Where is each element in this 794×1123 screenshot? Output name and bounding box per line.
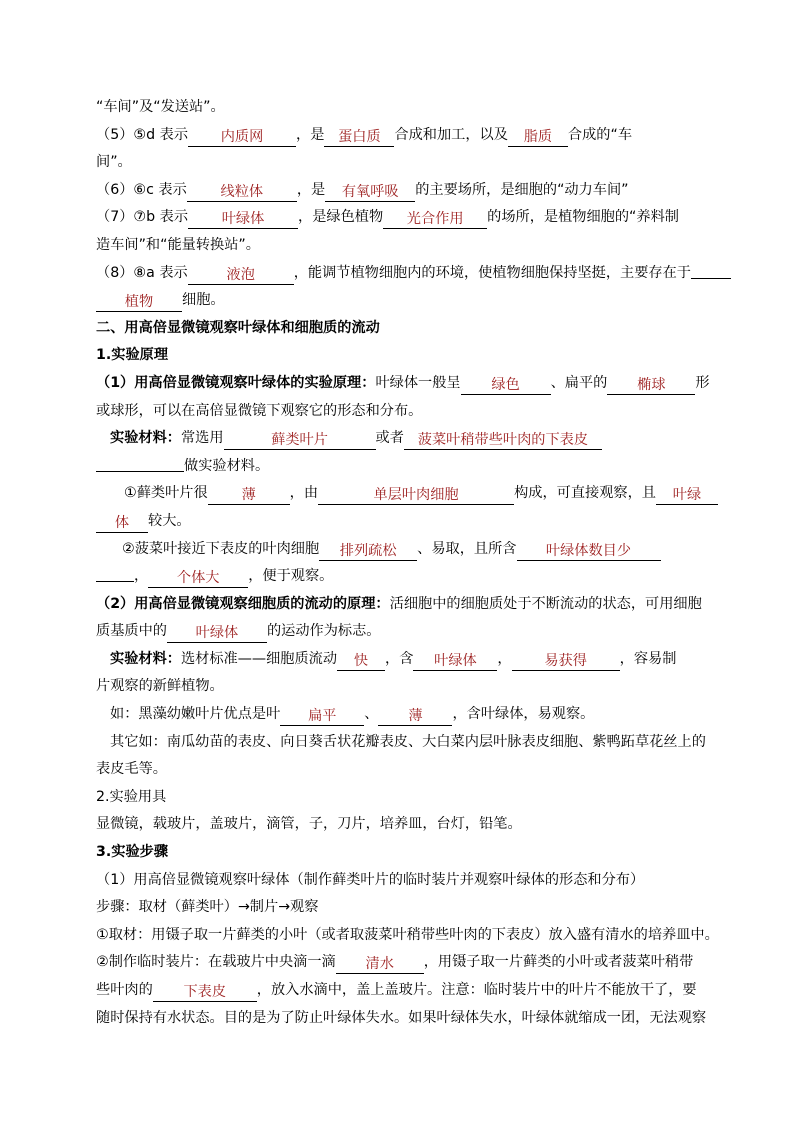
text-line-l10 [96, 342, 708, 370]
fill-blank [96, 514, 148, 533]
text-run: ，是 [296, 126, 325, 143]
fill-blank [404, 431, 602, 450]
text-run: （2）用高倍显微镜观察细胞质的流动的原理： [96, 595, 390, 612]
text-run: 造车间”和“能量转换站”。 [96, 236, 260, 253]
fill-blank [517, 542, 661, 561]
blank-answer: 体 [114, 514, 130, 531]
fill-blank [607, 376, 695, 395]
text-run: 细胞。 [182, 292, 225, 309]
blank-answer: 薄 [241, 487, 256, 504]
text-line-l27 [96, 811, 708, 839]
text-run: ，含 [385, 650, 414, 667]
text-run: 2.实验用具 [96, 788, 167, 805]
document-body [96, 94, 719, 1032]
text-line-l13 [96, 425, 708, 453]
text-line-l06 [96, 232, 708, 260]
fill-blank [508, 128, 568, 147]
text-run: （6）⑥c 表示 [96, 181, 187, 198]
fill-blank [324, 128, 394, 147]
blank-answer: 藓类叶片 [271, 432, 328, 449]
blank-answer: 光合作用 [406, 211, 464, 228]
text-line-l30 [96, 894, 708, 922]
text-run: 的主要场所，是细胞的“动力车间” [415, 181, 629, 198]
fill-blank [337, 652, 385, 671]
text-run: 叶绿体一般呈 [375, 374, 461, 391]
text-line-l12 [96, 398, 708, 426]
blank-answer: 内质网 [220, 128, 264, 145]
text-run: ，能调节植物细胞内的环境，使植物细胞保持坚挺，主要存在于 [293, 264, 691, 281]
text-run: 常选用 [180, 430, 224, 447]
text-run: 其它如：南瓜幼苗的表皮、向日葵舌状花瓣表皮、大白菜内层叶脉表皮细胞、紫鸭跖草花丝上的 [110, 733, 706, 750]
fill-blank [148, 569, 248, 588]
blank-answer: 叶绿体 [434, 652, 477, 669]
text-run: 表皮毛等。 [96, 761, 167, 778]
fill-blank [318, 486, 514, 505]
text-run: 步骤：取材（藓类叶）→制片→观察 [96, 899, 319, 916]
text-run: 实验材料： [110, 430, 181, 447]
text-line-l24 [96, 729, 708, 757]
blank-answer: 叶绿体 [195, 625, 239, 642]
fill-blank [280, 707, 364, 726]
text-run: ①藓类叶片很 [124, 485, 208, 502]
text-line-l21 [96, 646, 708, 674]
blank-answer: 易获得 [544, 652, 587, 669]
text-run: 形 [695, 374, 710, 391]
text-run: 较大。 [148, 512, 191, 529]
text-run: ， [497, 650, 512, 667]
text-run: 如：黑藻幼嫩叶片优点是叶 [110, 706, 281, 723]
text-run: 随时保持有水状态。目的是为了防止叶绿体失水。如果叶绿体失水，叶绿体就缩成一团，无法观察 [96, 1009, 707, 1026]
text-line-l28 [96, 839, 708, 867]
text-run: 活细胞中的细胞质处于不断流动的状态，可用细胞 [389, 595, 702, 612]
text-line-l09 [96, 315, 708, 343]
blank-answer: 绿色 [491, 376, 520, 393]
text-line-l26 [96, 784, 708, 812]
text-line-l05 [96, 204, 708, 232]
text-line-l17 [96, 536, 708, 564]
text-line-l04 [96, 177, 708, 205]
text-line-l34 [96, 1005, 708, 1033]
blank-answer: 植物 [124, 294, 154, 311]
blank-answer: 蛋白质 [338, 128, 381, 145]
text-run: 、 [364, 706, 379, 723]
text-line-l33 [96, 977, 708, 1005]
text-run: 二、用高倍显微镜观察叶绿体和细胞质的流动 [96, 319, 380, 336]
text-run: 构成，可直接观察，且 [514, 485, 656, 502]
text-run: ，容易制 [619, 650, 677, 667]
blank-answer: 单层叶肉细胞 [373, 487, 459, 504]
text-run: （1）用高倍显微镜观察叶绿体的实验原理： [96, 374, 376, 391]
text-run: 片观察的新鲜植物。 [96, 678, 224, 695]
blank-answer: 脂质 [523, 128, 553, 145]
blank-answer: 薄 [408, 708, 423, 725]
fill-blank [96, 453, 184, 472]
text-run: 的场所，是植物细胞的“养料制 [487, 209, 679, 226]
text-line-l29 [96, 867, 708, 895]
text-run: 合成和加工，以及 [394, 126, 508, 143]
text-run: ，放入水滴中，盖上盖玻片。注意：临时装片中的叶片不能放干了，要 [256, 982, 697, 998]
fill-blank [512, 652, 620, 671]
fill-blank [96, 293, 182, 312]
text-line-l01 [96, 94, 708, 122]
blank-answer: 排列疏松 [339, 542, 397, 559]
fill-blank [188, 210, 298, 229]
fill-blank [188, 128, 296, 147]
blank-answer: 有氧呼吸 [341, 183, 399, 200]
text-run: 3.实验步骤 [96, 844, 169, 861]
blank-answer: 叶绿 [672, 487, 702, 504]
text-line-l32 [96, 949, 708, 977]
fill-blank [461, 376, 551, 395]
text-line-l23 [96, 701, 708, 729]
text-line-l20 [96, 618, 708, 646]
text-run: “车间”及“发送站”。 [96, 99, 225, 115]
fill-blank [224, 431, 376, 450]
text-run: 、易取，且所含 [417, 540, 517, 557]
text-run: ，用镊子取一片藓类的小叶或者菠菜叶稍带 [423, 954, 694, 971]
fill-blank [413, 652, 497, 671]
text-run: 选材标准——细胞质流动 [180, 650, 338, 667]
fill-blank [167, 624, 267, 643]
text-run: ，含叶绿体，易观察。 [452, 706, 595, 723]
fill-blank [187, 183, 297, 202]
blank-answer: 叶绿体 [221, 211, 265, 228]
text-line-l16 [96, 508, 708, 536]
fill-blank [336, 955, 424, 974]
blank-answer: 椭球 [637, 376, 666, 393]
text-line-l22 [96, 673, 708, 701]
blank-answer: 线粒体 [220, 183, 264, 200]
text-run: 合成的“车 [567, 126, 633, 143]
text-run: 或者 [375, 430, 404, 447]
text-run: ，由 [289, 485, 319, 502]
text-line-l15 [96, 480, 708, 508]
blank-answer: 个体大 [176, 570, 220, 587]
blank-answer: 扁平 [308, 708, 337, 725]
fill-blank [691, 260, 731, 279]
text-run: ②菠菜叶接近下表皮的叶肉细胞 [122, 540, 320, 557]
text-run: 或球形，可以在高倍显微镜下观察它的形态和分布。 [96, 402, 423, 419]
blank-answer: 液泡 [226, 266, 255, 283]
text-run: 、扁平的 [550, 374, 608, 391]
text-line-l11 [96, 370, 708, 398]
fill-blank [96, 563, 134, 582]
text-run: ，是绿色植物 [298, 209, 384, 226]
text-run: 1.实验原理 [96, 347, 169, 364]
text-line-l19 [96, 591, 708, 619]
text-run: 做实验材料。 [184, 457, 270, 474]
text-run: ①取材：用镊子取一片藓类的小叶（或者取菠菜叶稍带些叶肉的下表皮）放入盛有清水的培养皿中。 [96, 926, 719, 943]
text-run: 显微镜，载玻片，盖玻片，滴管，子，刀片，培养皿，台灯，铅笔。 [96, 816, 522, 833]
text-line-l07 [96, 260, 708, 288]
text-run: （8）⑧a 表示 [96, 264, 188, 281]
fill-blank [319, 542, 417, 561]
fill-blank [188, 266, 294, 285]
text-line-l03 [96, 149, 708, 177]
text-run: （1）用高倍显微镜观察叶绿体（制作藓类叶片的临时装片并观察叶绿体的形态和分布） [96, 871, 645, 888]
text-run: 些叶肉的 [96, 982, 153, 998]
blank-answer: 菠菜叶稍带些叶肉的下表皮 [417, 432, 589, 449]
text-line-l14 [96, 453, 708, 481]
blank-answer: 下表皮 [183, 984, 227, 1000]
fill-blank [656, 486, 718, 505]
text-run: 质基质中的 [96, 623, 167, 640]
text-line-l31 [96, 922, 719, 950]
text-run: ②制作临时装片：在载玻片中央滴一滴 [96, 954, 336, 971]
fill-blank [378, 707, 452, 726]
text-run: 的运动作为标志。 [266, 623, 381, 640]
text-run: （5）⑤d 表示 [96, 126, 189, 143]
text-line-l08 [96, 287, 708, 315]
text-line-l18 [96, 563, 708, 591]
text-run: ，便于观察。 [248, 568, 334, 585]
fill-blank [153, 983, 257, 1002]
text-run: ， [134, 568, 149, 585]
text-line-l25 [96, 756, 708, 784]
fill-blank [383, 210, 487, 229]
blank-answer: 快 [353, 652, 369, 669]
text-run: 实验材料： [110, 650, 181, 667]
text-line-l02 [96, 122, 708, 150]
fill-blank [208, 486, 290, 505]
text-run: 间”。 [96, 154, 132, 171]
blank-answer: 叶绿体数目少 [545, 542, 632, 559]
blank-answer: 清水 [365, 956, 394, 973]
fill-blank [325, 183, 415, 202]
text-run: （7）⑦b 表示 [96, 209, 189, 226]
text-run: ，是 [296, 181, 326, 198]
